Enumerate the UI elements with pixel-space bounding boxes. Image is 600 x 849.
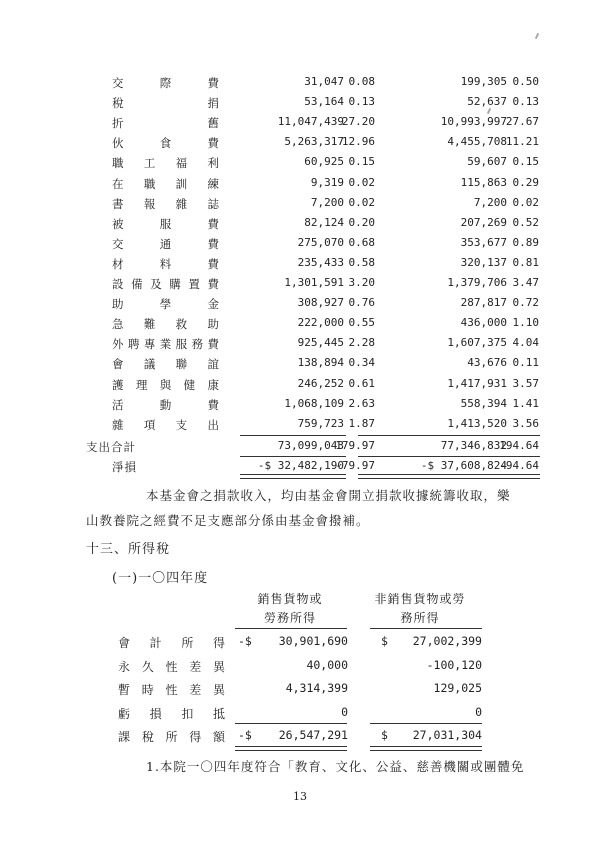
expense-row-v1: 925,445 [297, 336, 344, 350]
tax-row-label: 暫時性差異 [118, 683, 226, 697]
tax-row-currency-1: -$ [238, 728, 252, 742]
expense-row-v1: 5,263,317 [284, 135, 344, 149]
expense-row-v1: 7,200 [310, 195, 344, 209]
net-row-v1: -$ 32,482,190 [257, 459, 344, 472]
expense-row [0, 92, 600, 112]
expense-row-v2: 1,417,931 [447, 376, 507, 390]
tax-row-v2: -100,120 [426, 657, 482, 672]
expense-row-label: 材料費 [112, 256, 220, 271]
tax-double-rule-col1 [235, 746, 347, 751]
expense-row-p1: 2.63 [348, 396, 375, 410]
tax-row-v1: 4,314,399 [285, 681, 348, 695]
expense-row [0, 213, 600, 233]
tax-row [0, 631, 600, 653]
tax-col1-header-line2: 勞務所得 [263, 611, 316, 625]
tax-double-rule-col2 [370, 746, 482, 751]
expense-row-v2: 1,607,375 [447, 336, 507, 350]
expense-row-p1: 3.20 [348, 276, 375, 289]
tax-col2-header-line2: 務所得 [400, 611, 440, 625]
expense-row [0, 233, 600, 253]
expense-row [0, 374, 600, 394]
tax-row-v1: 0 [341, 704, 348, 719]
expense-row-v2: 320,137 [460, 255, 507, 269]
expense-row-p2: 4.04 [512, 336, 539, 350]
expense-row-v2: 287,817 [460, 296, 507, 310]
expense-row-p1: 0.76 [348, 296, 375, 310]
expense-row [0, 293, 600, 313]
page-number: 13 [293, 790, 307, 803]
expense-row-p1: 0.20 [348, 215, 375, 229]
tax-row-currency-2: $ [381, 634, 388, 648]
expense-row-v1: 308,927 [297, 296, 344, 310]
expense-row-v2: 115,863 [460, 175, 507, 189]
tax-col2-header-rule [370, 628, 482, 629]
expense-row-v2: 353,677 [460, 235, 507, 249]
expense-row-p1: 0.02 [348, 175, 375, 189]
expense-row-label: 稅捐 [112, 96, 220, 111]
expense-row-v2: 59,607 [467, 155, 507, 169]
expense-row-v1: 759,723 [297, 416, 344, 430]
expense-row-v2: 558,394 [460, 396, 507, 410]
expense-row [0, 273, 600, 293]
expense-row-label: 被服費 [112, 216, 220, 231]
expense-row-v2: 1,413,520 [447, 416, 507, 430]
section-title: 十三、所得稅 [86, 542, 171, 557]
expense-row [0, 173, 600, 193]
tax-row-v2: 27,002,399 [412, 634, 482, 648]
expense-row-label: 交際費 [112, 76, 220, 90]
tax-row-currency-2: $ [381, 728, 388, 742]
expense-row-v1: 9,319 [310, 175, 344, 189]
expense-row [0, 193, 600, 213]
expense-row-v2: 1,379,706 [447, 276, 507, 289]
expense-row-label: 交通費 [112, 236, 220, 251]
tax-row [0, 725, 600, 747]
tax-row-v2: 0 [475, 704, 482, 719]
total-row-v2: 77,346,832 [440, 439, 507, 452]
expense-row-p2: 3.57 [512, 376, 539, 390]
expense-row [0, 152, 600, 172]
expense-row-v1: 31,047 [304, 75, 344, 88]
expense-row-v2: 43,676 [467, 356, 507, 370]
expense-row-v1: 82,124 [304, 215, 344, 229]
expense-row-label: 急難救助 [112, 317, 220, 332]
tax-row-label: 會計所得 [118, 636, 226, 650]
expense-row-p1: 1.87 [348, 416, 375, 430]
subsection-title: (一)一〇四年度 [112, 571, 209, 586]
tax-sum-rule-col1 [235, 723, 347, 724]
expense-row-p2: 0.72 [512, 296, 539, 310]
expense-row-p1: 0.08 [348, 75, 375, 88]
tax-col2-header-line1: 非銷售貨物或勞 [374, 592, 466, 606]
expense-row-p1: 2.28 [348, 336, 375, 350]
expense-row-p2: 0.89 [512, 235, 539, 249]
expense-row-label: 雜項支出 [112, 417, 220, 432]
total-row-v1: 73,099,043 [277, 439, 344, 452]
expense-row-p2: 1.10 [512, 316, 539, 330]
expense-row-p2: 0.11 [512, 356, 539, 370]
expense-row-p2: 0.02 [512, 195, 539, 209]
expense-row-p2: 3.47 [512, 276, 539, 289]
expense-row-p1: 0.13 [348, 95, 375, 109]
net-row-v2: -$ 37,608,824 [420, 459, 507, 472]
expense-row-label: 外聘專業服務費 [112, 337, 220, 352]
expense-row-p2: 0.15 [512, 155, 539, 169]
net-row-p1: -79.97 [335, 459, 375, 472]
tax-col1-header-rule [235, 628, 347, 629]
expense-row [0, 414, 600, 434]
expense-row-v1: 275,070 [297, 235, 344, 249]
tax-row-label: 課稅所得額 [118, 730, 226, 744]
net-row-label: 淨損 [112, 460, 137, 474]
expense-row-label: 書報雜誌 [112, 196, 220, 211]
expense-row-v1: 53,164 [304, 95, 344, 109]
expense-row-p1: 0.34 [348, 356, 375, 370]
paragraph-line-1: 本基金會之捐款收入，均由基金會開立捐款收據統籌收取，樂 [146, 488, 511, 503]
expense-row-v1: 246,252 [297, 376, 344, 390]
expense-row-label: 護理與健康 [112, 377, 220, 392]
expense-row [0, 112, 600, 132]
expense-row [0, 313, 600, 333]
expense-row-p2: 27.67 [505, 115, 539, 129]
expense-row [0, 72, 600, 92]
expense-row-label: 會議聯誼 [112, 357, 220, 372]
expense-row-p1: 0.58 [348, 255, 375, 269]
total-row-p1: 179.97 [335, 439, 375, 452]
expense-row-p1: 12.96 [341, 135, 375, 149]
expense-row-v1: 138,894 [297, 356, 344, 370]
net-row [0, 456, 600, 476]
tax-row [0, 655, 600, 677]
total-row-p2: 194.64 [499, 439, 539, 452]
tax-sum-rule-col2 [370, 723, 482, 724]
tax-row-v1: 26,547,291 [278, 728, 348, 742]
tax-row-v2: 129,025 [433, 681, 482, 695]
expense-row-p2: 1.41 [512, 396, 539, 410]
expense-row [0, 353, 600, 373]
expense-row-p2: 0.52 [512, 215, 539, 229]
expense-row-p1: 0.68 [348, 235, 375, 249]
paragraph-line-2: 山教養院之經費不足支應部分係由基金會撥補。 [86, 513, 370, 528]
tax-row [0, 678, 600, 700]
expense-row-label: 折舊 [112, 116, 220, 131]
expense-row-label: 伙食費 [112, 136, 220, 151]
expense-row-p2: 11.21 [505, 135, 539, 149]
scan-mark-top [535, 33, 539, 39]
tax-row-currency-1: -$ [238, 634, 252, 648]
expense-row-v2: 199,305 [460, 75, 507, 88]
tax-col1-header-line1: 銷售貨物或 [257, 592, 323, 606]
expense-row-v1: 222,000 [297, 316, 344, 330]
expense-row-p1: 0.61 [348, 376, 375, 390]
tax-row-v1: 30,901,690 [278, 634, 348, 648]
expense-row-label: 設備及購置費 [112, 277, 220, 291]
tax-row [0, 702, 600, 724]
expense-row-v2: 207,269 [460, 215, 507, 229]
expense-row-v2: 52,637 [467, 95, 507, 109]
net-row-p2: -94.64 [499, 459, 539, 472]
tax-row-v2: 27,031,304 [412, 728, 482, 742]
expense-row-v2: 10,993,997 [440, 115, 507, 129]
expense-row-p1: 0.02 [348, 195, 375, 209]
footnote-line: 1.本院一〇四年度符合「教育、文化、公益、慈善機關或團體免 [146, 759, 525, 774]
expense-row-v1: 235,433 [297, 255, 344, 269]
expense-row-p2: 3.56 [512, 416, 539, 430]
tax-row-label: 虧損扣抵 [118, 706, 226, 721]
expense-row-p2: 0.29 [512, 175, 539, 189]
expense-row-p2: 0.13 [512, 95, 539, 109]
expense-row-v1: 11,047,439 [277, 115, 344, 129]
expense-row-p1: 0.55 [348, 316, 375, 330]
expense-row-label: 助學金 [112, 297, 220, 312]
expense-row [0, 132, 600, 152]
tax-row-label: 永久性差異 [118, 659, 226, 674]
expense-row-v1: 1,068,109 [284, 396, 344, 410]
expense-row-p2: 0.50 [512, 75, 539, 88]
total-row-label: 支出合計 [86, 440, 136, 454]
expense-row-label: 在職訓練 [112, 176, 220, 191]
expense-row [0, 333, 600, 353]
expense-row-p1: 27.20 [341, 115, 375, 129]
expense-row-p1: 0.15 [348, 155, 375, 169]
expense-row-v1: 60,925 [304, 155, 344, 169]
expense-row-label: 職工福利 [112, 156, 220, 171]
expense-row [0, 394, 600, 414]
expense-row [0, 253, 600, 273]
expense-row-v2: 436,000 [460, 316, 507, 330]
expense-row-v1: 1,301,591 [284, 276, 344, 289]
expense-row-label: 活動費 [112, 397, 220, 412]
expense-row-p2: 0.81 [512, 255, 539, 269]
total-row [0, 436, 600, 456]
tax-row-v1: 40,000 [306, 657, 348, 672]
expense-row-v2: 7,200 [473, 195, 507, 209]
expense-row-v2: 4,455,708 [447, 135, 507, 149]
